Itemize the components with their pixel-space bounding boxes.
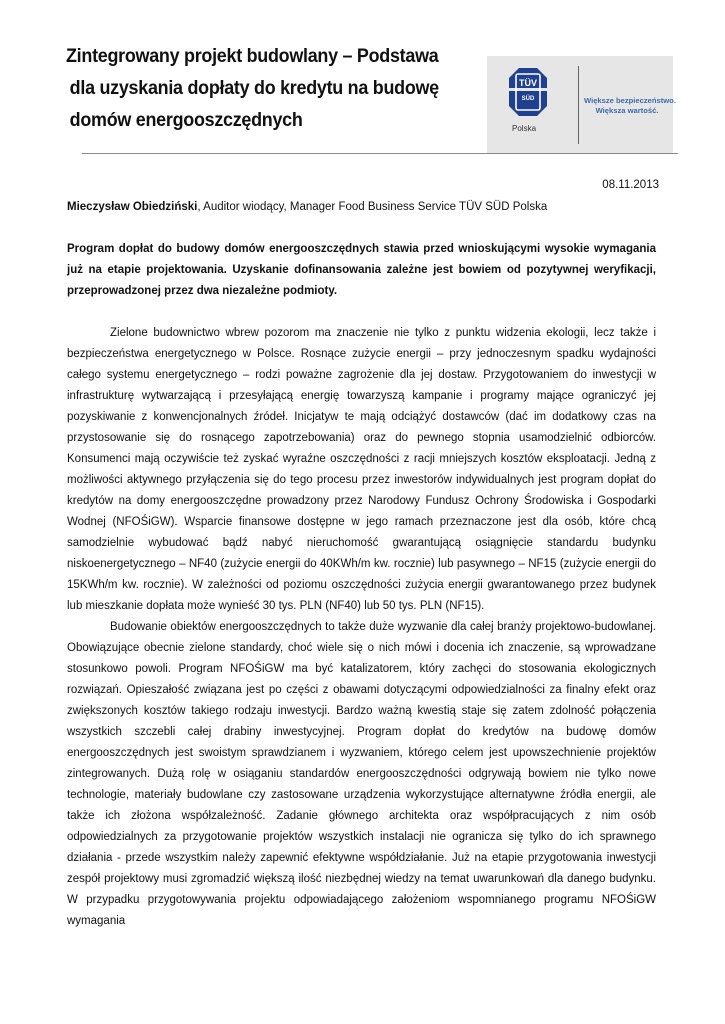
title-line-2: dla uzyskania dopłaty do kredytu na budowę <box>69 77 439 99</box>
title-line-1: Zintegrowany projekt budowlany – Podstawa <box>66 45 439 67</box>
author-line <box>67 201 547 213</box>
body-paragraph: Zielone budownictwo wbrew pozorom ma znaczenie nie tylko z punktu widzenia ekologii, lecz także i bezpieczeństwa energetycznego w Polsce. Rosnące zużycie energii – przy jednoczesnym spadku wydajności całego systemu energetycznego – rodzi poważne zagrożenie dla jej dostaw. Przygotowaniem do inwestycji w infrastrukturę wytwarzającą i przesyłającą energię towarzyszą kampanie i programy mające ograniczyć jej pozyskiwanie z konwencjonalnych źródeł. Inicjatyw te mają odciążyć dostawców (dać im dodatkowy czas na przystosowanie się do rosnącego zapotrzebowania) oraz do pewnego stopnia usamodzielnić odbiorców. Konsumenci mają oczywiście też zyskać wyraźne oszczędności z racji mniejszych kosztów eksploatacji. Jedną z możliwości aktywnego przyłączenia się do tego procesu przez inwestorów indywidualnych jest program dopłat do kredytów na domy energooszczędne prowadzony przez Narodowy Fundusz Ochrony Środowiska i Gospodarki Wodnej (NFOŚiGW). Wsparcie finansowe dostępne w jego ramach przeznaczone jest dla osób, które chcą samodzielnie wybudować bądź nabyć nieruchomość gwarantującą osiągnięcie standardu budynku niskoenergetycznego – NF40 (zużycie energii do 40KWh/m kw. rocznie) lub pasywnego – NF15 (zużycie energii do 15KWh/m kw. rocznie). W zależności od poziomu oszczędności zużycia energii gwarantowanego przez budynek lub mieszkanie dopłata może wynieść 30 tys. PLN (NF40) lub 50 tys. PLN (NF15). <box>67 327 656 612</box>
body-paragraph: Budowanie obiektów energooszczędnych to także duże wyzwanie dla całej branży projektowo-budowlanej. Obowiązujące obecnie zielone standardy, choć wiele się o nich mówi i docenia ich znaczenie, są wprowadzane stosunkowo powoli. Program NFOŚiGW ma być katalizatorem, który zachęci do stosowania ekologicznych rozwiązań. Opieszałość związana jest po części z obawami dotyczącymi odpowiedzialności za finalny efekt oraz zwiększonych kosztów takiego rodzaju inwestycji. Bardzo ważną kwestią staje się zatem zdolność połączenia wszystkich szczebli całej drabiny inwestycyjnej. Program dopłat do kredytów na budowę domów energooszczędnych jest swoistym sprawdzianem i wyzwaniem, którego celem jest upowszechnienie projektów zintegrowanych. Dużą rolę w osiąganiu standardów energooszczędności odgrywają bowiem nie tylko nowe technologie, materiały budowlane czy zastosowane urządzenia wykorzystujące alternatywne źródła energii, ale także ich złożona współzależność. Zadanie głównego architekta oraz współpracujących z nim osób odpowiedzialnych za przygotowanie projektów wszystkich instalacji nie ogranicza się tylko do ich sprawnego działania - przede wszystkim należy zapewnić efektywne współdziałanie. Już na etapie przygotowania inwestycji zespół projektowy musi zgromadzić większą ilość niezbędnej wiedzy na temat uwarunkowań dla danego budynku. W przypadku przygotowywania projektu odpowiadającego założeniom wspomnianego programu NFOŚiGW wymagania <box>67 621 656 927</box>
logo-divider <box>578 66 579 144</box>
logo-mark-text: TÜV <box>519 78 537 88</box>
tuv-sud-logo <box>487 56 676 153</box>
header-divider <box>82 153 678 154</box>
slogan-line-2: Większa wartość. <box>595 106 659 115</box>
tuv-octagon-icon <box>507 66 549 118</box>
logo-country: Polska <box>512 124 537 133</box>
article-body <box>67 323 656 932</box>
lead-paragraph: Program dopłat do budowy domów energooszczędnych stawia przed wnioskującymi wysokie wymagania już na etapie projektowania. Uzyskanie dofinansowania zależne jest bowiem od pozytywnej weryfikacji, przeprowadzonej przez dwa niezależne podmioty. <box>67 243 656 297</box>
slogan-line-1: Większe bezpieczeństwo. <box>584 96 676 105</box>
title-line-3: domów energooszczędnych <box>69 109 303 131</box>
logo-slogan <box>584 96 676 116</box>
document-title <box>66 40 443 136</box>
document-date: 08.11.2013 <box>602 179 659 191</box>
logo-mark-subtext: SÜD <box>521 96 535 102</box>
author-name: Mieczysław Obiedziński <box>67 201 198 213</box>
author-role: , Auditor wiodący, Manager Food Business Service TÜV SÜD Polska <box>197 201 548 213</box>
